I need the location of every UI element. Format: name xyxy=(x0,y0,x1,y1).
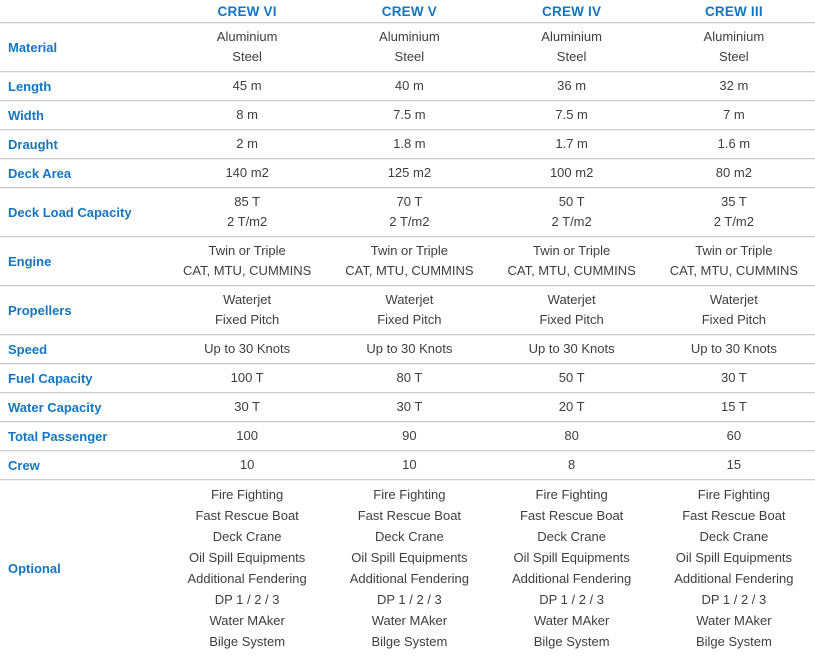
column-header-crew-v: CREW V xyxy=(381,3,437,19)
spec-value-line: DP 1 / 2 / 3 xyxy=(376,592,442,607)
spec-value-line: Fixed Pitch xyxy=(701,312,767,327)
spec-cell-speed-crew-v xyxy=(328,335,490,363)
spec-cell-crew-crew-vi xyxy=(166,451,328,479)
spec-cell-deck-load-capacity-crew-iii xyxy=(653,188,815,236)
spec-value-line: Steel xyxy=(394,49,425,64)
table-row-total-passenger xyxy=(0,422,815,451)
spec-value-line: Deck Crane xyxy=(212,529,282,544)
spec-cell-draught-crew-iii xyxy=(653,130,815,158)
spec-value-line: 15 xyxy=(726,457,742,472)
spec-value-line: CAT, MTU, CUMMINS xyxy=(507,263,636,278)
spec-value-line: Up to 30 Knots xyxy=(690,341,777,356)
spec-cell-width-crew-vi xyxy=(166,101,328,129)
spec-value-line: Oil Spill Equipments xyxy=(351,550,468,565)
row-label-water-capacity: Water Capacity xyxy=(8,399,102,415)
spec-cell-total-passenger-crew-v xyxy=(328,422,490,450)
spec-value-line: Fixed Pitch xyxy=(377,312,442,327)
spec-cell-propellers-crew-iv xyxy=(491,286,653,334)
spec-value-line: Fire Fighting xyxy=(697,487,770,502)
table-header-row xyxy=(0,0,815,23)
spec-value-line: Water MAker xyxy=(533,613,610,628)
spec-cell-total-passenger-crew-iii xyxy=(653,422,815,450)
column-header-crew-iii: CREW III xyxy=(704,3,763,19)
row-label-fuel-capacity: Fuel Capacity xyxy=(8,370,93,386)
row-label-deck-area: Deck Area xyxy=(8,165,72,181)
spec-value-line: Oil Spill Equipments xyxy=(675,550,793,565)
spec-value-line: CAT, MTU, CUMMINS xyxy=(669,263,799,278)
row-label-length: Length xyxy=(8,78,52,94)
spec-value-line: Fixed Pitch xyxy=(539,312,604,327)
spec-cell-water-capacity-crew-vi xyxy=(166,393,328,421)
spec-cell-engine-crew-iv xyxy=(491,237,653,285)
spec-value-line: Additional Fendering xyxy=(674,571,794,586)
spec-value-line: 8 xyxy=(568,457,576,472)
spec-value-line: Aluminium xyxy=(216,29,278,44)
spec-value-line: Additional Fendering xyxy=(512,571,632,586)
spec-value-line: Waterjet xyxy=(223,292,272,307)
spec-value-line: DP 1 / 2 / 3 xyxy=(701,592,767,607)
table-row-crew xyxy=(0,451,815,480)
spec-value-line: Aluminium xyxy=(703,29,765,44)
spec-cell-width-crew-v xyxy=(328,101,490,129)
spec-value-line: 20 T xyxy=(558,399,585,414)
spec-value-line: DP 1 / 2 / 3 xyxy=(214,592,280,607)
table-row-engine xyxy=(0,237,815,286)
spec-cell-propellers-crew-v xyxy=(328,286,490,334)
spec-value-line: Twin or Triple xyxy=(208,243,286,258)
spec-value-line: Fire Fighting xyxy=(535,487,608,502)
spec-value-line: 70 T xyxy=(396,194,423,209)
spec-cell-deck-load-capacity-crew-iv xyxy=(491,188,653,236)
spec-cell-deck-area-crew-iv xyxy=(491,159,653,187)
spec-value-line: Deck Crane xyxy=(537,529,606,544)
column-header-crew-iv: CREW IV xyxy=(542,3,602,19)
spec-value-line: 7 m xyxy=(723,107,745,122)
row-label-total-passenger: Total Passenger xyxy=(8,428,108,444)
spec-cell-fuel-capacity-crew-v xyxy=(328,364,490,392)
spec-value-line: 35 T xyxy=(720,194,747,209)
spec-value-line: Fire Fighting xyxy=(373,487,446,502)
spec-cell-length-crew-vi xyxy=(166,72,328,100)
spec-value-line: Oil Spill Equipments xyxy=(188,550,306,565)
spec-value-line: Bilge System xyxy=(533,634,610,649)
spec-value-line: Fast Rescue Boat xyxy=(195,508,299,523)
row-label-optional: Optional xyxy=(8,560,61,576)
spec-value-line: Steel xyxy=(232,49,262,64)
spec-value-line: Waterjet xyxy=(709,292,758,307)
spec-cell-water-capacity-crew-iii xyxy=(653,393,815,421)
row-label-material: Material xyxy=(8,39,58,55)
table-row-draught xyxy=(0,130,815,159)
spec-value-line: 100 xyxy=(236,428,258,443)
spec-cell-optional-crew-vi xyxy=(166,480,328,656)
spec-cell-optional-crew-iv xyxy=(491,480,653,656)
spec-value-line: Fast Rescue Boat xyxy=(682,508,786,523)
table-row-speed xyxy=(0,335,815,364)
spec-value-line: 7.5 m xyxy=(555,107,588,122)
spec-value-line: Waterjet xyxy=(547,292,596,307)
spec-cell-speed-crew-vi xyxy=(166,335,328,363)
spec-value-line: 50 T xyxy=(558,370,585,385)
spec-value-line: 100 T xyxy=(230,370,264,385)
spec-value-line: 2 T/m2 xyxy=(227,214,268,229)
spec-cell-engine-crew-vi xyxy=(166,237,328,285)
spec-cell-fuel-capacity-crew-iv xyxy=(491,364,653,392)
spec-cell-engine-crew-iii xyxy=(653,237,815,285)
column-header-crew-vi: CREW VI xyxy=(217,3,277,19)
spec-value-line: Water MAker xyxy=(209,613,285,628)
table-row-deck-load-capacity xyxy=(0,188,815,237)
spec-cell-length-crew-iv xyxy=(491,72,653,100)
spec-value-line: 10 xyxy=(402,457,417,472)
spec-value-line: 30 T xyxy=(396,399,423,414)
row-label-width: Width xyxy=(8,107,44,123)
spec-cell-width-crew-iv xyxy=(491,101,653,129)
spec-value-line: 30 T xyxy=(720,370,747,385)
spec-cell-optional-crew-iii xyxy=(653,480,815,656)
spec-cell-material-crew-v xyxy=(328,23,490,71)
spec-value-line: 2 m xyxy=(236,136,258,151)
row-label-draught: Draught xyxy=(8,136,58,152)
spec-cell-speed-crew-iii xyxy=(653,335,815,363)
spec-value-line: 100 m2 xyxy=(549,165,594,180)
row-label-crew: Crew xyxy=(8,457,40,473)
spec-cell-crew-crew-iv xyxy=(491,451,653,479)
spec-cell-length-crew-iii xyxy=(653,72,815,100)
spec-value-line: 2 T/m2 xyxy=(713,214,754,229)
spec-cell-fuel-capacity-crew-vi xyxy=(166,364,328,392)
table-row-material xyxy=(0,23,815,72)
spec-cell-draught-crew-v xyxy=(328,130,490,158)
spec-value-line: 90 xyxy=(402,428,417,443)
spec-value-line: CAT, MTU, CUMMINS xyxy=(345,263,474,278)
spec-value-line: CAT, MTU, CUMMINS xyxy=(182,263,312,278)
spec-cell-propellers-crew-iii xyxy=(653,286,815,334)
table-row-optional xyxy=(0,480,815,656)
table-row-water-capacity xyxy=(0,393,815,422)
spec-cell-draught-crew-vi xyxy=(166,130,328,158)
table-row-width xyxy=(0,101,815,130)
spec-value-line: 125 m2 xyxy=(387,165,432,180)
table-row-deck-area xyxy=(0,159,815,188)
spec-cell-deck-area-crew-v xyxy=(328,159,490,187)
spec-value-line: 8 m xyxy=(236,107,258,122)
row-label-deck-load-capacity: Deck Load Capacity xyxy=(8,204,132,220)
spec-value-line: 15 T xyxy=(720,399,747,414)
spec-value-line: Additional Fendering xyxy=(187,571,307,586)
spec-value-line: Aluminium xyxy=(541,29,602,44)
spec-cell-total-passenger-crew-vi xyxy=(166,422,328,450)
spec-value-line: Deck Crane xyxy=(375,529,444,544)
spec-value-line: 36 m xyxy=(557,78,587,93)
spec-value-line: Twin or Triple xyxy=(532,243,611,258)
spec-value-line: Fixed Pitch xyxy=(214,312,280,327)
spec-cell-draught-crew-iv xyxy=(491,130,653,158)
spec-cell-fuel-capacity-crew-iii xyxy=(653,364,815,392)
spec-cell-material-crew-vi xyxy=(166,23,328,71)
spec-value-line: Aluminium xyxy=(379,29,440,44)
spec-value-line: Additional Fendering xyxy=(349,571,469,586)
spec-value-line: 1.7 m xyxy=(555,136,588,151)
spec-value-line: 80 xyxy=(564,428,579,443)
row-label-engine: Engine xyxy=(8,253,52,269)
spec-cell-length-crew-v xyxy=(328,72,490,100)
spec-value-line: 30 T xyxy=(234,399,261,414)
spec-value-line: 1.6 m xyxy=(717,136,751,151)
spec-value-line: 45 m xyxy=(232,78,262,93)
table-row-fuel-capacity xyxy=(0,364,815,393)
spec-cell-total-passenger-crew-iv xyxy=(491,422,653,450)
spec-value-line: Fast Rescue Boat xyxy=(357,508,462,523)
spec-value-line: 32 m xyxy=(719,78,749,93)
spec-cell-water-capacity-crew-iv xyxy=(491,393,653,421)
table-row-propellers xyxy=(0,286,815,335)
spec-value-line: 60 xyxy=(726,428,742,443)
spec-value-line: 85 T xyxy=(234,194,261,209)
spec-cell-optional-crew-v xyxy=(328,480,490,656)
spec-value-line: 2 T/m2 xyxy=(389,214,430,229)
spec-value-line: Bilge System xyxy=(695,634,772,649)
header-corner-cell xyxy=(0,0,166,22)
spec-value-line: 80 m2 xyxy=(715,165,752,180)
spec-cell-engine-crew-v xyxy=(328,237,490,285)
spec-value-line: Up to 30 Knots xyxy=(528,341,615,356)
spec-value-line: Fast Rescue Boat xyxy=(519,508,624,523)
spec-value-line: Up to 30 Knots xyxy=(366,341,453,356)
spec-cell-deck-load-capacity-crew-v xyxy=(328,188,490,236)
spec-cell-deck-area-crew-iii xyxy=(653,159,815,187)
spec-value-line: Up to 30 Knots xyxy=(204,341,291,356)
spec-value-line: 10 xyxy=(239,457,255,472)
spec-cell-water-capacity-crew-v xyxy=(328,393,490,421)
spec-cell-deck-area-crew-vi xyxy=(166,159,328,187)
spec-value-line: Bilge System xyxy=(371,634,448,649)
spec-cell-deck-load-capacity-crew-vi xyxy=(166,188,328,236)
spec-value-line: 50 T xyxy=(558,194,585,209)
spec-cell-material-crew-iii xyxy=(653,23,815,71)
spec-value-line: 40 m xyxy=(394,78,424,93)
spec-cell-crew-crew-iii xyxy=(653,451,815,479)
spec-value-line: Water MAker xyxy=(371,613,448,628)
spec-value-line: 2 T/m2 xyxy=(551,214,592,229)
spec-value-line: Steel xyxy=(719,49,749,64)
spec-value-line: 1.8 m xyxy=(393,136,426,151)
spec-cell-crew-crew-v xyxy=(328,451,490,479)
spec-cell-width-crew-iii xyxy=(653,101,815,129)
spec-value-line: 80 T xyxy=(396,370,423,385)
spec-value-line: Bilge System xyxy=(209,634,286,649)
spec-cell-material-crew-iv xyxy=(491,23,653,71)
row-label-propellers: Propellers xyxy=(8,302,72,318)
spec-cell-speed-crew-iv xyxy=(491,335,653,363)
spec-value-line: Oil Spill Equipments xyxy=(513,550,630,565)
spec-cell-propellers-crew-vi xyxy=(166,286,328,334)
table-row-length xyxy=(0,72,815,101)
spec-value-line: Steel xyxy=(556,49,587,64)
spec-value-line: 7.5 m xyxy=(393,107,426,122)
row-label-speed: Speed xyxy=(8,341,48,357)
spec-value-line: Water MAker xyxy=(696,613,772,628)
spec-value-line: Fire Fighting xyxy=(211,487,284,502)
spec-value-line: Twin or Triple xyxy=(695,243,773,258)
spec-value-line: Twin or Triple xyxy=(370,243,449,258)
spec-value-line: 140 m2 xyxy=(225,165,269,180)
spec-value-line: DP 1 / 2 / 3 xyxy=(539,592,605,607)
spec-value-line: Waterjet xyxy=(385,292,434,307)
spec-value-line: Deck Crane xyxy=(699,529,769,544)
